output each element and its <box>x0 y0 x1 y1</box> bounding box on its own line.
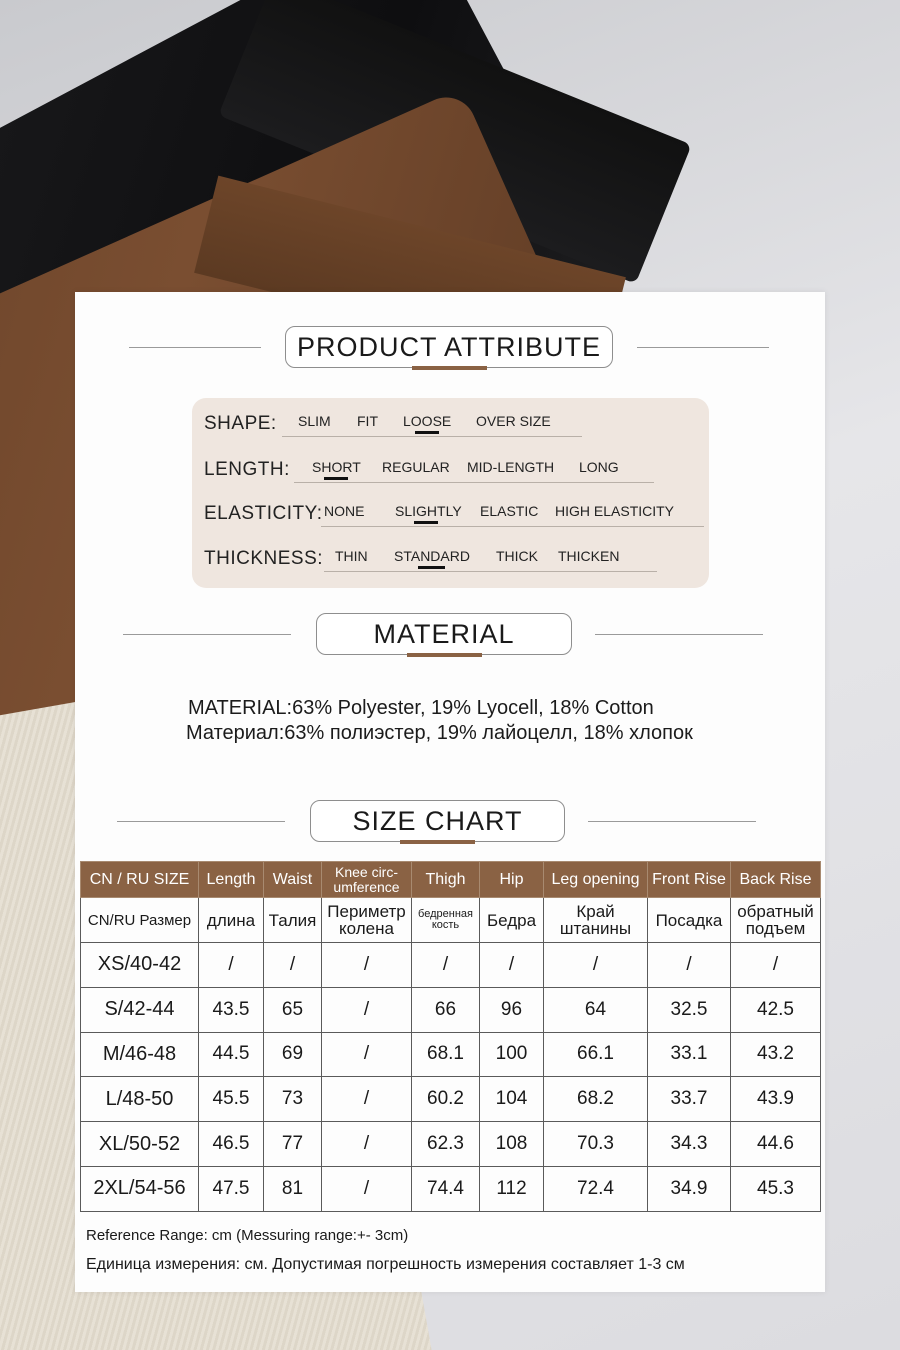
column-header: Waist <box>264 862 322 898</box>
table-cell: / <box>322 943 412 988</box>
table-cell: 66.1 <box>544 1032 648 1077</box>
material-heading-row <box>75 613 825 657</box>
attribute-options <box>282 407 582 437</box>
column-header: CN / RU SIZE <box>81 862 199 898</box>
heading-underline <box>407 653 482 657</box>
table-cell: / <box>322 1166 412 1211</box>
option-short: SHORT <box>312 459 361 475</box>
heading-rule-left <box>117 821 285 822</box>
column-header: Leg opening <box>544 862 648 898</box>
heading-underline <box>412 366 487 370</box>
table-cell: 44.5 <box>199 1032 264 1077</box>
size-cell: XL/50-52 <box>81 1122 199 1167</box>
header-row-en <box>81 862 821 898</box>
selected-marker <box>324 477 348 480</box>
size-chart-heading-row <box>75 800 825 844</box>
table-cell: 33.1 <box>648 1032 731 1077</box>
table-cell: 100 <box>480 1032 544 1077</box>
option-mid-length: MID-LENGTH <box>467 459 555 475</box>
heading-rule-right <box>588 821 756 822</box>
column-header-ru: Бедра <box>480 898 544 943</box>
option-slightly: SLIGHTLY <box>395 503 462 519</box>
table-cell: 32.5 <box>648 987 731 1032</box>
heading-rule-left <box>123 634 291 635</box>
column-header-ru: Посадка <box>648 898 731 943</box>
size-chart-table <box>80 861 821 1212</box>
heading-rule-right <box>595 634 763 635</box>
column-header: Length <box>199 862 264 898</box>
option-loose: LOOSE <box>403 413 452 429</box>
column-header: Back Rise <box>731 862 821 898</box>
table-cell: / <box>322 1077 412 1122</box>
table-cell: / <box>544 943 648 988</box>
heading-rule-left <box>129 347 261 348</box>
table-cell: 47.5 <box>199 1166 264 1211</box>
table-cell: 81 <box>264 1166 322 1211</box>
table-cell: 34.9 <box>648 1166 731 1211</box>
material-ru-label: Материал: <box>186 722 285 744</box>
option-thick: THICK <box>496 548 538 564</box>
table-cell: 68.1 <box>412 1032 480 1077</box>
attribute-label: SHAPE: <box>204 413 277 434</box>
attribute-label: THICKNESS: <box>204 548 324 569</box>
column-header: Hip <box>480 862 544 898</box>
selected-marker <box>414 521 438 524</box>
column-header-ru: Талия <box>264 898 322 943</box>
size-cell: XS/40-42 <box>81 943 199 988</box>
table-cell: 104 <box>480 1077 544 1122</box>
table-row <box>81 1122 821 1167</box>
table-cell: / <box>264 943 322 988</box>
table-cell: 45.3 <box>731 1166 821 1211</box>
attribute-label: ELASTICITY: <box>204 503 323 524</box>
table-cell: / <box>731 943 821 988</box>
table-cell: 43.5 <box>199 987 264 1032</box>
option-high-elasticity: HIGH ELASTICITY <box>555 503 675 519</box>
option-over-size: OVER SIZE <box>476 413 551 429</box>
table-cell: 77 <box>264 1122 322 1167</box>
table-cell: 66 <box>412 987 480 1032</box>
column-header: Thigh <box>412 862 480 898</box>
selected-marker <box>415 431 439 434</box>
option-regular: REGULAR <box>382 459 450 475</box>
column-header-ru: Периметр колена <box>322 898 412 943</box>
column-header-ru: CN/RU Размер <box>81 898 199 943</box>
table-row <box>81 1032 821 1077</box>
attribute-panel <box>192 398 709 588</box>
attribute-row-elasticity <box>204 497 709 527</box>
table-cell: 74.4 <box>412 1166 480 1211</box>
table-cell: 65 <box>264 987 322 1032</box>
material-en-value: 63% Polyester, 19% Lyocell, 18% Cotton <box>292 697 654 719</box>
column-header-ru: обратный подъем <box>731 898 821 943</box>
table-cell: 108 <box>480 1122 544 1167</box>
table-row <box>81 987 821 1032</box>
table-cell: 96 <box>480 987 544 1032</box>
table-cell: 44.6 <box>731 1122 821 1167</box>
attribute-label: LENGTH: <box>204 459 290 480</box>
table-cell: / <box>412 943 480 988</box>
table-cell: / <box>199 943 264 988</box>
option-long: LONG <box>579 459 619 475</box>
table-cell: / <box>322 987 412 1032</box>
table-cell: 64 <box>544 987 648 1032</box>
column-header-ru: бедренная кость <box>412 898 480 943</box>
material-ru <box>186 722 693 745</box>
table-cell: 112 <box>480 1166 544 1211</box>
note-en: Reference Range: cm (Messuring range:+- 3cm) <box>86 1227 409 1244</box>
column-header-ru: длина <box>199 898 264 943</box>
attribute-row-shape <box>204 407 704 437</box>
table-cell: 62.3 <box>412 1122 480 1167</box>
material-heading: MATERIAL <box>316 613 572 655</box>
table-cell: 46.5 <box>199 1122 264 1167</box>
material-en <box>188 697 654 720</box>
attribute-row-length <box>204 453 704 483</box>
table-cell: 45.5 <box>199 1077 264 1122</box>
option-slim: SLIM <box>298 413 331 429</box>
size-cell: M/46-48 <box>81 1032 199 1077</box>
table-cell: 73 <box>264 1077 322 1122</box>
table-cell: / <box>648 943 731 988</box>
attribute-heading-row <box>75 326 825 370</box>
info-card <box>75 292 825 1292</box>
option-thicken: THICKEN <box>558 548 620 564</box>
table-cell: / <box>322 1032 412 1077</box>
table-cell: 60.2 <box>412 1077 480 1122</box>
table-cell: 68.2 <box>544 1077 648 1122</box>
option-none: NONE <box>324 503 365 519</box>
attribute-heading: PRODUCT ATTRIBUTE <box>285 326 613 368</box>
table-cell: 70.3 <box>544 1122 648 1167</box>
heading-underline <box>400 840 475 844</box>
attribute-row-thickness <box>204 542 704 572</box>
header-row-ru <box>81 898 821 943</box>
option-elastic: ELASTIC <box>480 503 539 519</box>
attribute-options <box>321 497 704 527</box>
table-cell: 69 <box>264 1032 322 1077</box>
material-en-label: MATERIAL: <box>188 697 293 719</box>
table-row <box>81 943 821 988</box>
table-cell: 72.4 <box>544 1166 648 1211</box>
table-cell: / <box>480 943 544 988</box>
table-cell: / <box>322 1122 412 1167</box>
size-cell: 2XL/54-56 <box>81 1166 199 1211</box>
column-header: Knee circ-umference <box>322 862 412 898</box>
selected-marker <box>418 566 445 569</box>
size-cell: S/42-44 <box>81 987 199 1032</box>
attribute-options <box>324 542 657 572</box>
column-header-ru: Край штанины <box>544 898 648 943</box>
column-header: Front Rise <box>648 862 731 898</box>
note-ru: Единица измерения: см. Допустимая погрешность измерения составляет 1-3 см <box>86 1256 685 1273</box>
table-row <box>81 1077 821 1122</box>
material-ru-value: 63% полиэстер, 19% лайоцелл, 18% хлопок <box>284 722 693 744</box>
table-cell: 43.2 <box>731 1032 821 1077</box>
option-thin: THIN <box>335 548 368 564</box>
table-row <box>81 1166 821 1211</box>
attribute-options <box>294 453 654 483</box>
size-cell: L/48-50 <box>81 1077 199 1122</box>
table-cell: 33.7 <box>648 1077 731 1122</box>
table-cell: 34.3 <box>648 1122 731 1167</box>
size-chart-heading: SIZE CHART <box>310 800 565 842</box>
option-standard: STANDARD <box>394 548 470 564</box>
option-fit: FIT <box>357 413 378 429</box>
table-cell: 43.9 <box>731 1077 821 1122</box>
table-cell: 42.5 <box>731 987 821 1032</box>
heading-rule-right <box>637 347 769 348</box>
